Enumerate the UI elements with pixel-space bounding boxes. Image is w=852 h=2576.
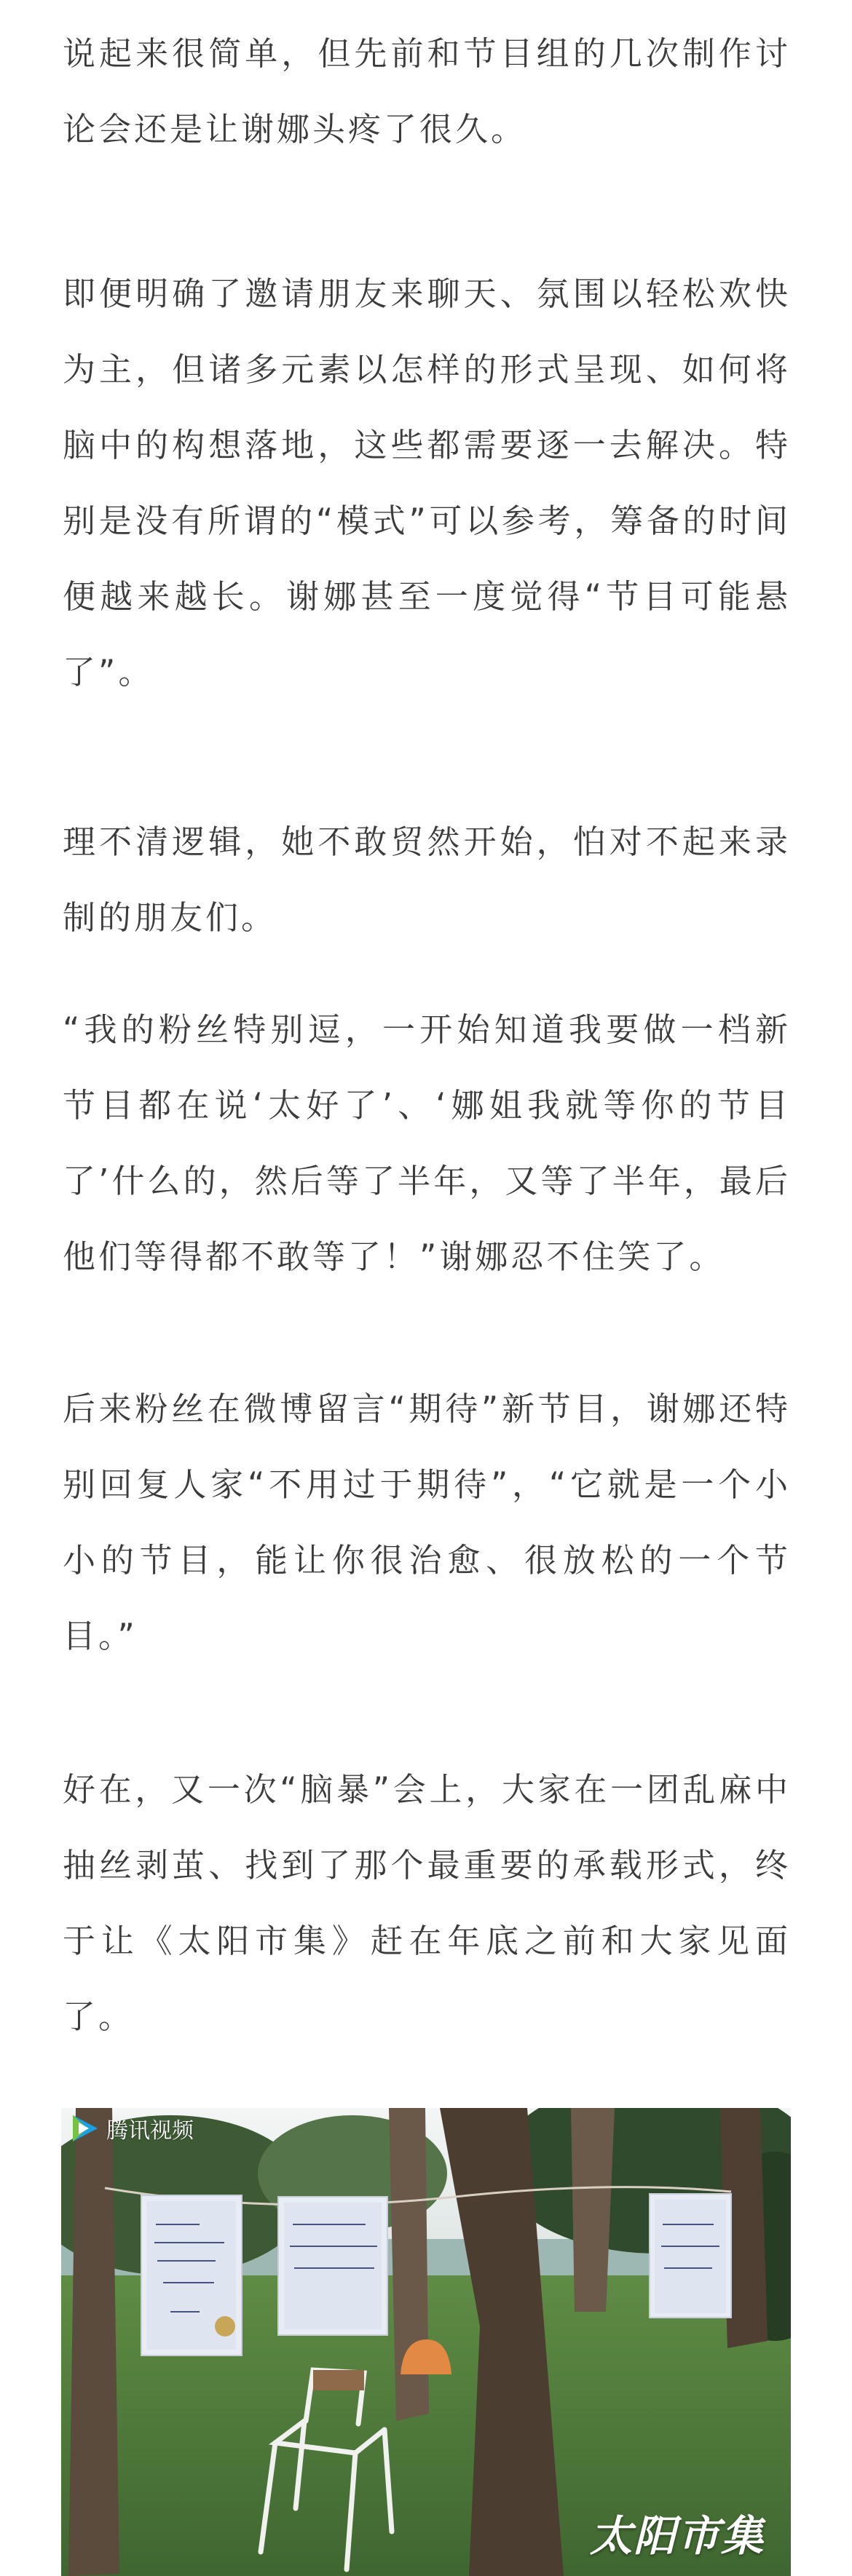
article-paragraph-5: 后来粉丝在微博留言“期待”新节目，谢娜还特别回复人家“不用过于期待”，“它就是一个小小的节目，能让你很治愈、很放松的一个节目。” [63,1390,791,1655]
video-watermark [68,2112,194,2144]
article-paragraph-3: 理不清逻辑，她不敢贸然开始，怕对不起来录制的朋友们。 [63,823,791,937]
tree-trunk [68,2108,119,2576]
show-logo: 太阳市集 [589,2511,765,2561]
tencent-video-play-icon [68,2112,100,2144]
hanging-sign-3 [650,2194,731,2318]
hanging-sign-1 [141,2195,242,2355]
hanging-sign-2 [278,2197,387,2335]
article-paragraph-2: 即便明确了邀请朋友来聊天、氛围以轻松欢快为主，但诸多元素以怎样的形式呈现、如何将脑中的构想落地，这些都需要逐一去解决。特别是没有所谓的“模式”可以参考，筹备的时间便越来越长。谢娜甚至一度觉得“节目可能悬了”。 [63,274,791,691]
chair-backrest [313,2370,364,2390]
article-paragraph-4: “我的粉丝特别逗，一开始知道我要做一档新节目都在说‘太好了’、‘娜姐我就等你的节目了’什么的，然后等了半年，又等了半年，最后他们等得都不敢等了！”谢娜忍不住笑了。 [63,1010,791,1276]
article-paragraph-6: 好在，又一次“脑暴”会上，大家在一团乱麻中抽丝剥茧、找到了那个最重要的承载形式，终于让《太阳市集》赶在年底之前和大家见面了。 [63,1770,791,2036]
show-photo[interactable] [61,2108,791,2576]
article-paragraph-1: 说起来很简单，但先前和节目组的几次制作讨论会还是让谢娜头疼了很久。 [63,34,791,148]
watermark-text: 腾讯视频 [106,2118,194,2144]
